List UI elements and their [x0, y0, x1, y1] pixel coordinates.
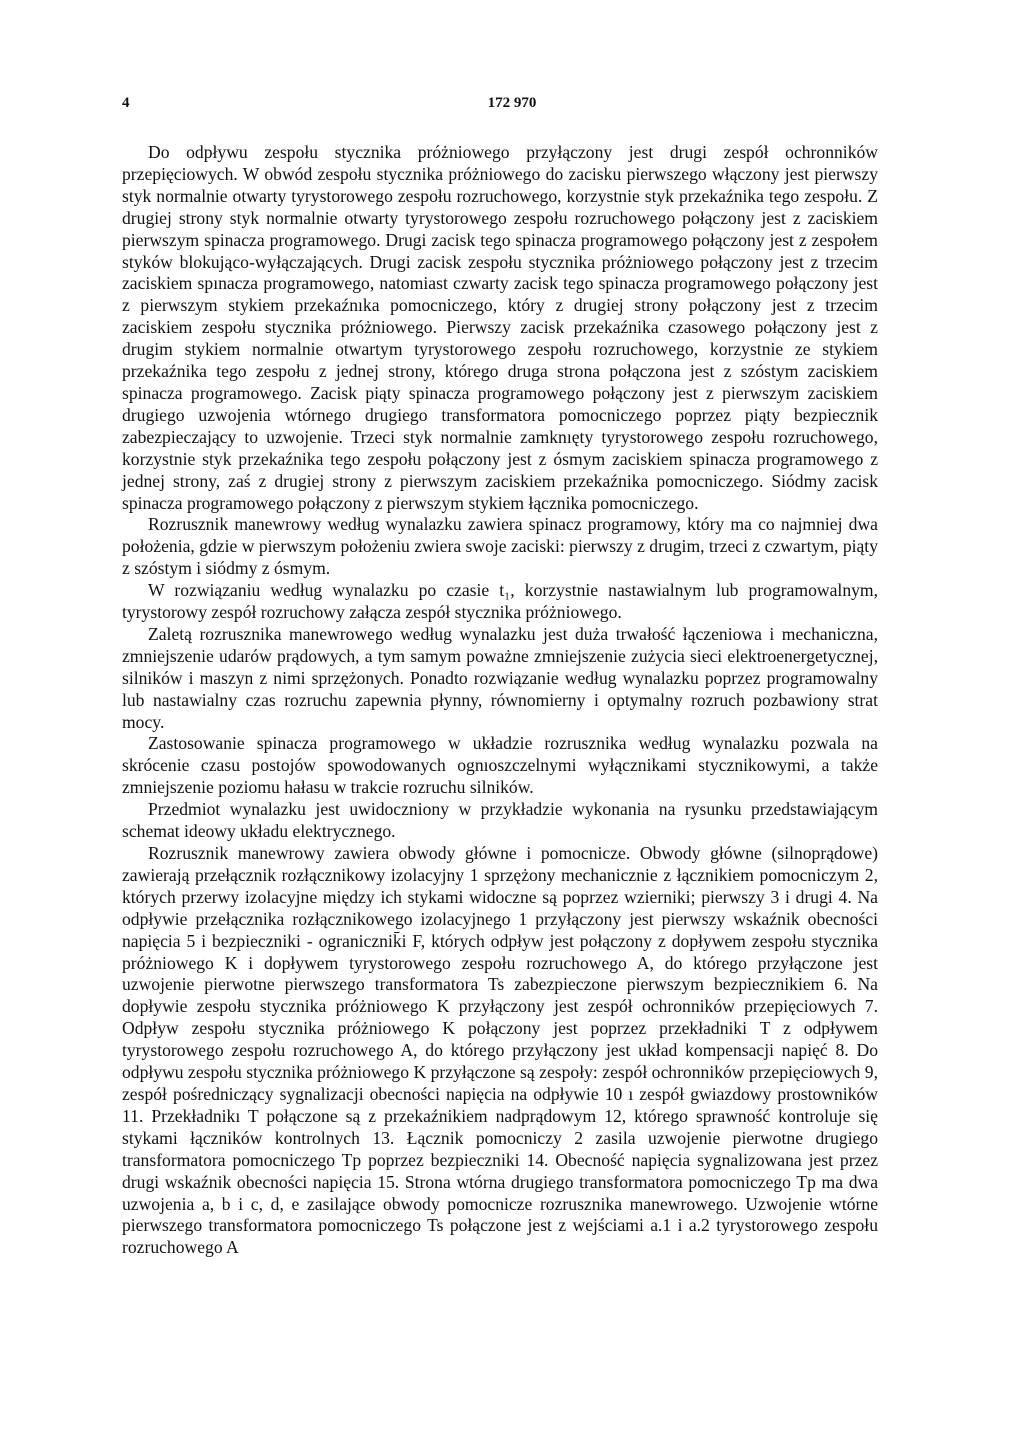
patent-number: 172 970 [487, 95, 537, 111]
paragraph: Rozrusznik manewrowy według wynalazku zawiera spinacz programowy, który ma co najmniej dwa położenia, gdzie w pierwszym położeniu zwiera swoje zaciski: pierwszy z drugim, trzeci z czwartym, piąty z szóstym i siódmy z ósmym. [122, 514, 878, 579]
page-number: 4 [122, 95, 130, 111]
paragraph: Przedmiot wynalazku jest uwidoczniony w przykładzie wykonania na rysunku przedstawiającym schemat ideowy układu elektrycznego. [122, 799, 878, 842]
document-body [122, 142, 878, 1259]
paragraph: Zaletą rozrusznika manewrowego według wynalazku jest duża trwałość łączeniowa i mechaniczna, zmniejszenie udarów prądowych, a tym samym poważne zmniejszenie zużycia sieci elektroenergetycznej, silników i maszyn z nimi sprzężonych. Ponadto rozwiązanie według wynalazku poprzez programowalny lub nastawialny czas rozruchu zapewnia płynny, równomierny i optymalny rozruch pozbawiony strat mocy. [122, 623, 878, 732]
paragraph: Zastosowanie spinacza programowego w układzie rozrusznika według wynalazku pozwala na skrócenie czasu postojów spowodowanych ognıoszczelnymi wyłącznikami stycznikowymi, a także zmniejszenie poziomu hałasu w trakcie rozruchu silników. [122, 733, 878, 798]
page-header [122, 95, 902, 119]
paragraph: Do odpływu zespołu stycznika próżniowego przyłączony jest drugi zespół ochronników przepięciowych. W obwód zespołu stycznika próżniowego do zacisku pierwszego włączony jest pierwszy styk normalnie otwarty tyrystorowego zespołu rozruchowego, korzystnie styk przekaźnika tego zespołu. Z drugiej strony styk normalnie otwarty tyrystorowego zespołu rozruchowego połączony jest z zaciskiem pierwszym spinacza programowego. Drugi zacisk tego spinacza programowego połączony jest z zespołem styków blokująco-wyłączających. Drugi zacisk zespołu stycznika próżniowego połączony jest z trzecim zaciskiem spınacza programowego, natomiast czwarty zacisk tego spinacza programowego połączony jest z pierwszym stykiem przekaźnıka pomocniczego, który z drugiej strony połączony jest z trzecim zaciskiem zespołu stycznika próżniowego. Pierwszy zacisk przekaźnika czasowego połączony jest z drugim stykiem normalnie otwartym tyrystorowego zespołu rozruchowego, korzystnie ze stykiem przekaźnika tego zespołu z jednej strony, którego druga strona połączona jest z szóstym zaciskiem spinacza programowego. Zacisk piąty spinacza programowego połączony jest z pierwszym zaciskiem drugiego uzwojenia wtórnego drugiego transformatora pomocniczego poprzez piąty bezpiecznik zabezpieczający to uzwojenie. Trzeci styk normalnie zamknıęty tyrystorowego zespołu rozruchowego, korzystnie styk przekaźnika tego zespołu połączony jest z ósmym zaciskiem spinacza programowego z jednej strony, zaś z drugiej strony z pierwszym zaciskiem przekaźnika pomocniczego. Siódmy zacisk spinacza programowego połączony z pierwszym stykiem łącznika pomocniczego. [122, 142, 878, 513]
paragraph: W rozwiązaniu według wynalazku po czasie t₁, korzystnie nastawialnym lub programowalnym, tyrystorowy zespół rozruchowy załącza zespół stycznika próżniowego. [122, 580, 878, 623]
paragraph: Rozrusznik manewrowy zawiera obwody główne i pomocnicze. Obwody główne (silnoprądowe) zawierają przełącznik rozłącznikowy izolacyjny 1 sprzężony mechanicznie z łącznikiem pomocniczym 2, których przerwy izolacyjne między ich stykami widoczne są poprzez wzierniki; pierwszy 3 i drugi 4. Na odpływie przełącznika rozłącznikowego izolacyjnego 1 przyłączony jest pierwszy wskaźnik obecności napięcia 5 i bezpieczniki - ogranicznik̄i F, których odpływ jest połączony z dopływem zespołu stycznika próżniowego K i dopływem tyrystorowego zespołu rozruchowego A, do którego przyłączone jest uzwojenie pierwotne pierwszego transformatora Ts zabezpieczone pierwszym bezpiecznikiem 6. Na dopływie zespołu stycznika próżniowego K przyłączony jest zespół ochronników przepięciowych 7. Odpływ zespołu stycznika próżniowego K połączony jest poprzez przekładniki T z odpływem tyrystorowego zespołu rozruchowego A, do którego przyłączony jest układ kompensacji napięć 8. Do odpływu zespołu stycznika próżniowego K przyłączone są zespoły: zespół ochronników przepięciowych 9, zespół pośredniczący sygnalizacji obecności napięcia na odpływie 10 ı zespół gwiazdowy prostowników 11. Przekładnikı T połączone są z przekaźnikiem nadprądowym 12, którego sprawność kontroluje się stykami łączników kontrolnych 13. Łącznik pomocniczy 2 zasila uzwojenie pierwotne drugiego transformatora pomocniczego Tp poprzez bezpieczniki 14. Obecność napięcia sygnalizowana jest przez drugi wskaźnik obecności napięcia 15. Strona wtórna drugiego transformatora pomocniczego Tp ma dwa uzwojenia a, b i c, d, e zasilające obwody pomocnicze rozrusznika manewrowego. Uzwojenie wtórne pierwszego transformatora pomocniczego Ts połączone jest z wejściami a.1 i a.2 tyrystorowego zespołu rozruchowego A [122, 843, 878, 1258]
